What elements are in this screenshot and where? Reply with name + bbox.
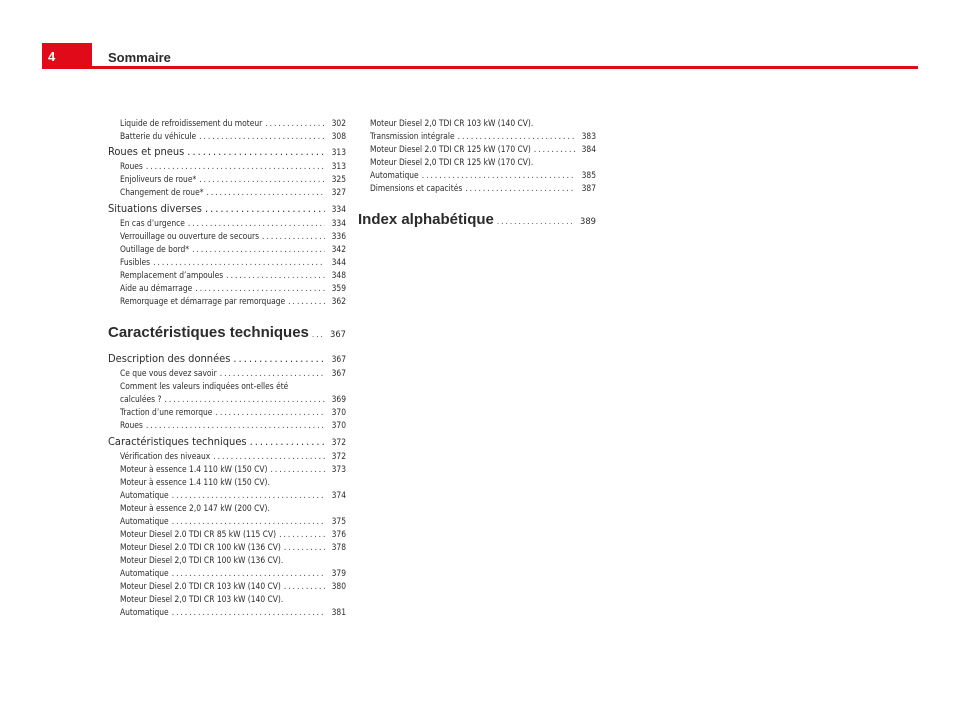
toc-entry-line[interactable]: Comment les valeurs indiquées ont-elles été	[120, 381, 289, 391]
header-rule	[92, 66, 918, 69]
toc-section[interactable]: Caractéristiques techniques ..... 372	[108, 435, 346, 448]
toc-entry[interactable]: Traction d’une remorque ..... 370	[120, 407, 346, 417]
toc-entry[interactable]: Moteur Diesel 2.0 TDI CR 103 kW (140 CV) ..... 380	[120, 581, 346, 591]
toc-entry[interactable]: Fusibles ..... 344	[120, 257, 346, 267]
toc-entry[interactable]: Aide au démarrage ..... 359	[120, 283, 346, 293]
toc-section[interactable]: Description des données ..... 367	[108, 352, 346, 365]
toc-entry[interactable]: Transmission intégrale ..... 383	[370, 131, 596, 141]
toc-entry[interactable]: Automatique ..... 379	[120, 568, 346, 578]
toc-entry-line[interactable]: Moteur Diesel 2,0 TDI CR 103 kW (140 CV).	[120, 594, 284, 604]
toc-entry[interactable]: Verrouillage ou ouverture de secours ..... 336	[120, 231, 346, 241]
toc-entry[interactable]: Moteur Diesel 2.0 TDI CR 100 kW (136 CV) ..... 378	[120, 542, 346, 552]
toc-entry[interactable]: Moteur Diesel 2.0 TDI CR 125 kW (170 CV) ..... 384	[370, 144, 596, 154]
toc-entry-line[interactable]: Moteur à essence 1.4 110 kW (150 CV).	[120, 477, 270, 487]
toc-entry[interactable]: Automatique ..... 375	[120, 516, 346, 526]
toc-entry-line[interactable]: Moteur Diesel 2,0 TDI CR 100 kW (136 CV).	[120, 555, 284, 565]
toc-entry[interactable]: Changement de roue* ..... 327	[120, 187, 346, 197]
toc-entry[interactable]: calculées ? ..... 369	[120, 394, 346, 404]
toc-entry[interactable]: Roues ..... 313	[120, 161, 346, 171]
page-number: 4	[48, 49, 56, 64]
toc-entry[interactable]: En cas d’urgence ..... 334	[120, 218, 346, 228]
toc-entry-line[interactable]: Moteur Diesel 2,0 TDI CR 103 kW (140 CV).	[370, 118, 534, 128]
page-title: Sommaire	[108, 50, 171, 65]
toc-entry[interactable]: Vérification des niveaux ..... 372	[120, 451, 346, 461]
toc-entry[interactable]: Moteur Diesel 2.0 TDI CR 85 kW (115 CV) ..... 376	[120, 529, 346, 539]
toc-section[interactable]: Situations diverses ..... 334	[108, 202, 346, 215]
toc-entry-line[interactable]: Moteur à essence 2,0 147 kW (200 CV).	[120, 503, 270, 513]
toc-entry[interactable]: Batterie du véhicule ..... 308	[120, 131, 346, 141]
toc-entry[interactable]: Enjoliveurs de roue* ..... 325	[120, 174, 346, 184]
toc-entry[interactable]: Ce que vous devez savoir ..... 367	[120, 368, 346, 378]
toc-entry[interactable]: Roues ..... 370	[120, 420, 346, 430]
toc-entry-line[interactable]: Moteur Diesel 2,0 TDI CR 125 kW (170 CV).	[370, 157, 534, 167]
toc-section[interactable]: Roues et pneus ..... 313	[108, 145, 346, 158]
toc-entry[interactable]: Automatique ..... 385	[370, 170, 596, 180]
toc-entry[interactable]: Dimensions et capacités ..... 387	[370, 183, 596, 193]
toc-entry[interactable]: Automatique ..... 381	[120, 607, 346, 617]
toc-chapter[interactable]: Index alphabétique ..... 389	[358, 211, 596, 228]
toc-chapter[interactable]: Caractéristiques techniques ..... 367	[108, 324, 346, 341]
toc-entry[interactable]: Liquide de refroidissement du moteur ..... 302	[120, 118, 346, 128]
toc-entry[interactable]: Remorquage et démarrage par remorquage ..... 362	[120, 296, 346, 306]
toc-entry[interactable]: Automatique ..... 374	[120, 490, 346, 500]
toc-entry[interactable]: Moteur à essence 1.4 110 kW (150 CV) ..... 373	[120, 464, 346, 474]
toc-entry[interactable]: Remplacement d’ampoules ..... 348	[120, 270, 346, 280]
toc-entry[interactable]: Outillage de bord* ..... 342	[120, 244, 346, 254]
